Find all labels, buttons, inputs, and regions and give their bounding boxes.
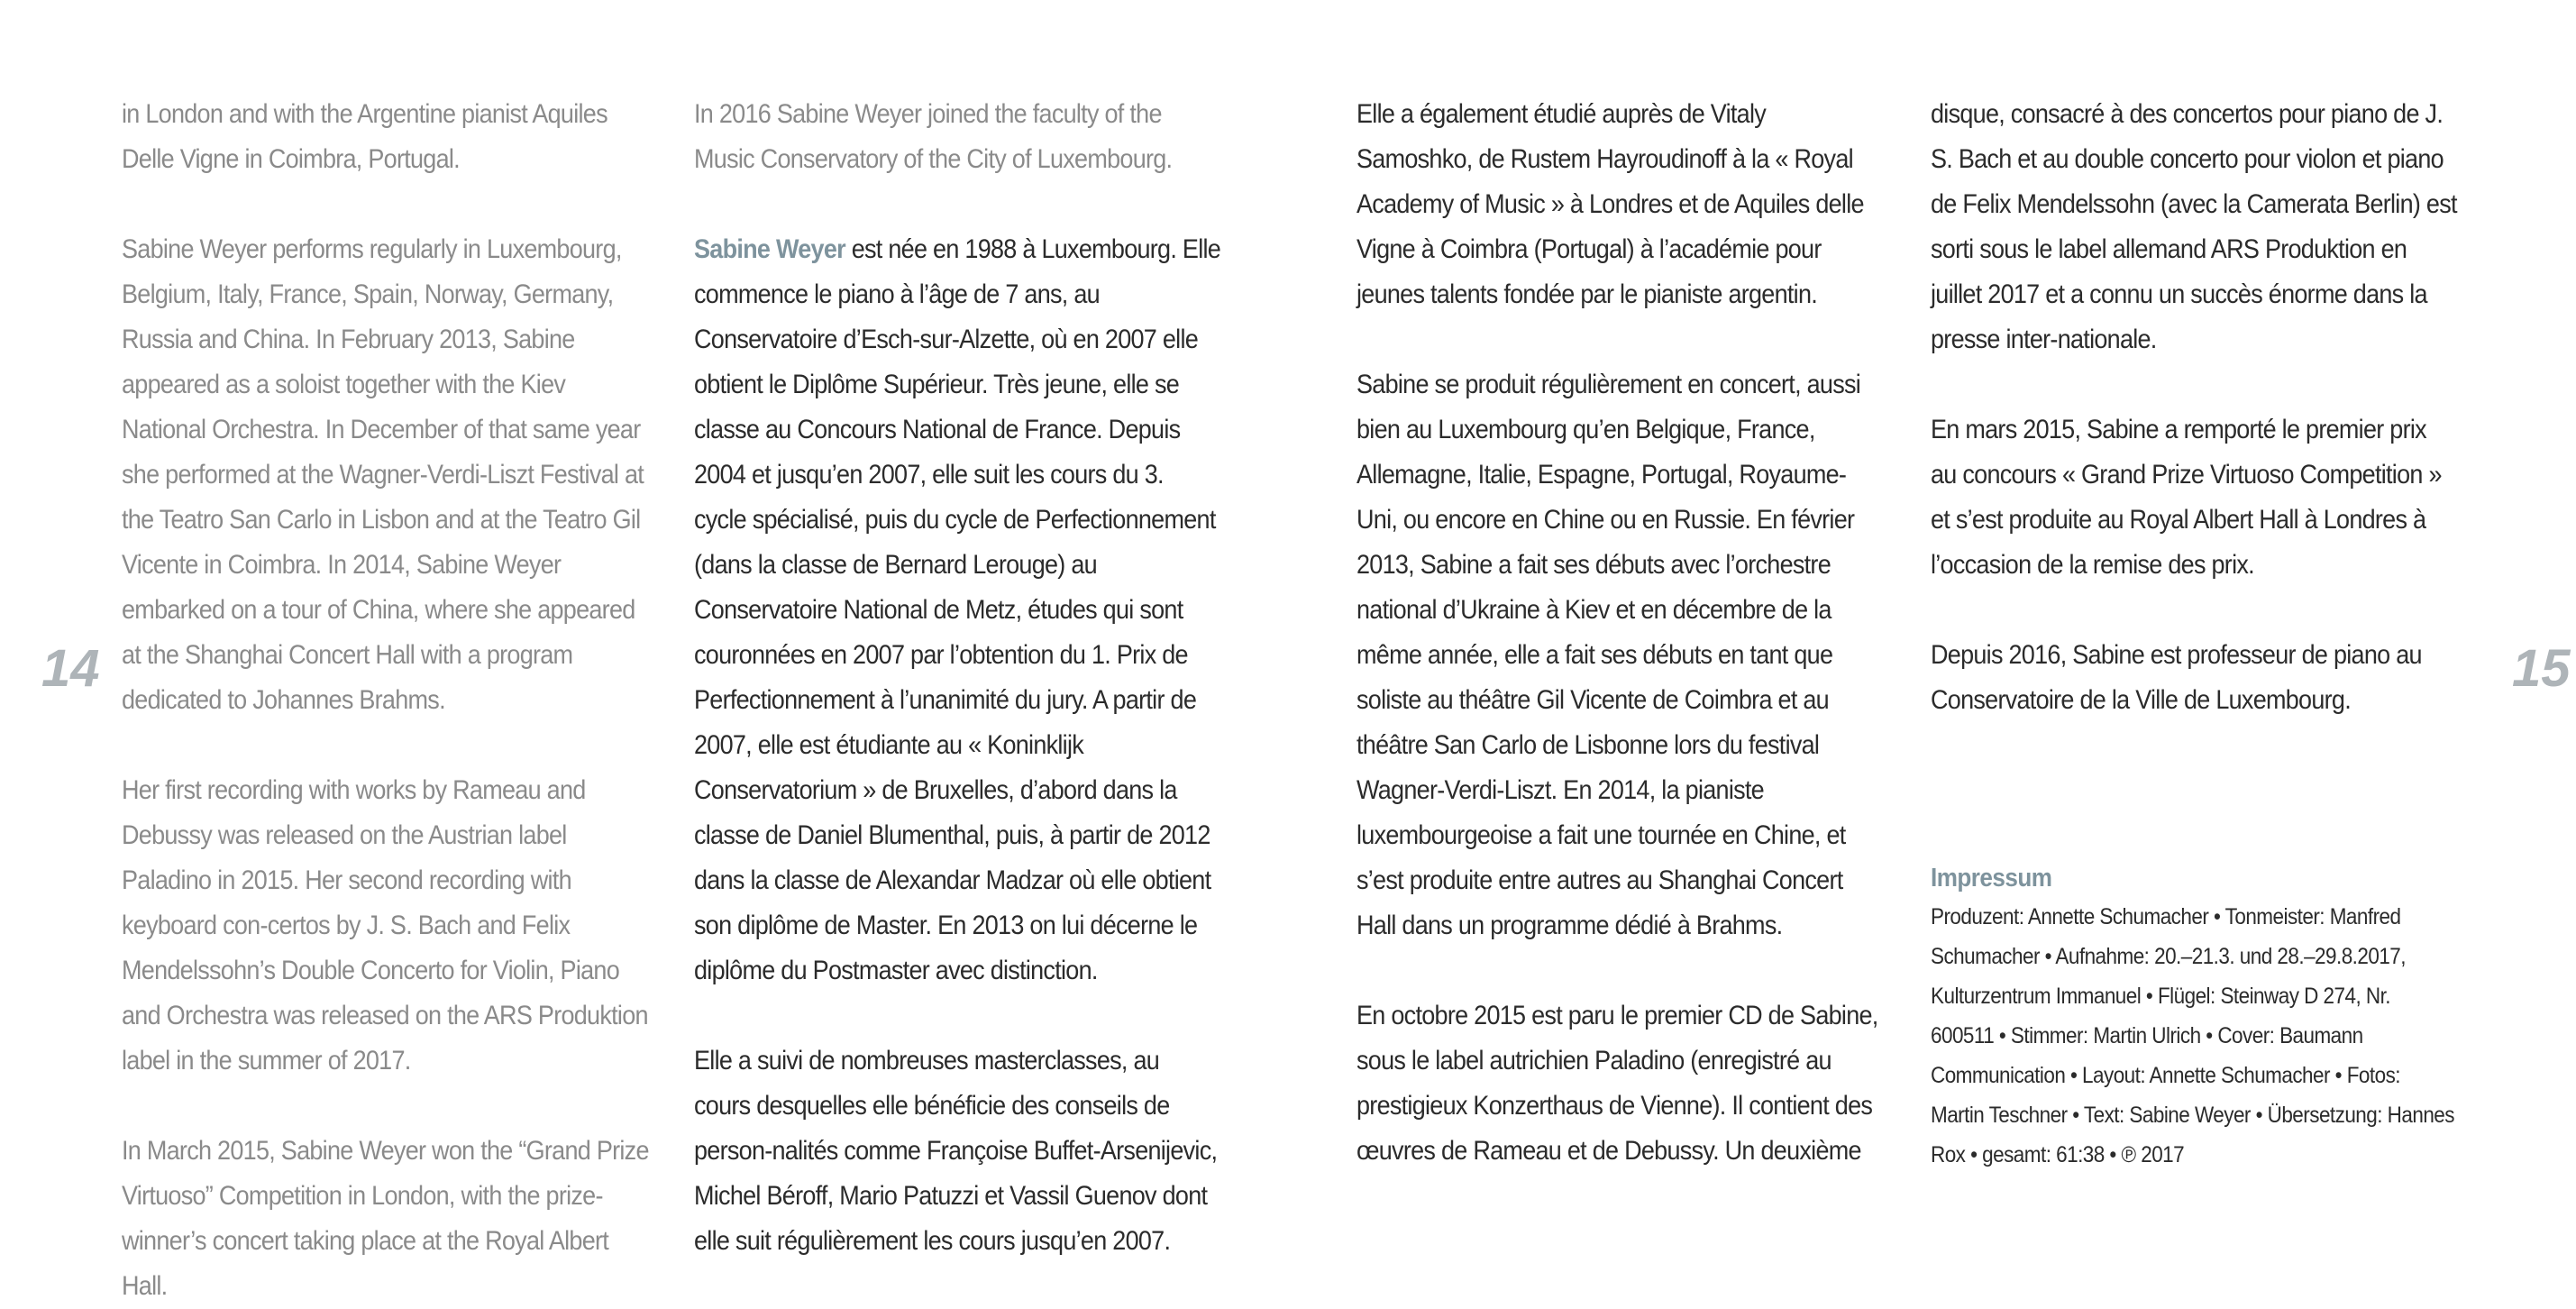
impressum-block [1931, 859, 2458, 1175]
english-paragraph: Sabine Weyer performs regularly in Luxembourg, Belgium, Italy, France, Spain, Norway, Germany, Russia and China. In February 2013, Sabine appeared as a soloist together with the Kiev National Orchestra. In December of that same year she performed at the Wagner-Verdi-Liszt Festival at the Teatro San Carlo in Lisbon and at the Teatro Gil Vicente in Coimbra. In 2014, Sabine Weyer embarked on a tour of China, where she appeared at the Shanghai Concert Hall with a program dedicated to Johannes Brahms. [122, 234, 644, 715]
french-paragraph: Elle a également étudié auprès de Vitaly Samoshko, de Rustem Hayroudinoff à la « Royal Academy of Music » à Londres et de Aquiles delle Vigne à Coimbra (Portugal) à l’académie pour jeunes talents fondée par le pianiste argentin. [1357, 99, 1864, 309]
column-2 [694, 92, 1221, 1264]
impressum-text: Produzent: Annette Schumacher • Tonmeister: Manfred Schumacher • Aufnahme: 20.–21.3. und 28.–29.8.2017, Kulturzentrum Immanuel • Flügel: Steinway D 274, Nr. 600511 • Stimmer: Martin Ulrich • Cover: Baumann Communication • Layout: Annette Schumacher • Fotos: Martin Teschner • Text: Sabine Weyer • Übersetzung: Hannes Rox • gesamt: 61:38 • ℗ 2017 [1931, 904, 2455, 1167]
french-bio-paragraph [694, 227, 1221, 993]
french-column-4 [1931, 92, 2458, 723]
english-paragraph: Her first recording with works by Rameau and Debussy was released on the Austrian label Paladino in 2015. Her second recording with keyboard con-certos by J. S. Bach and Felix Mendelssohn’s Double Concerto for Violin, Piano and Orchestra was released on the ARS Produktion label in the summer of 2017. [122, 775, 648, 1076]
french-paragraph: En mars 2015, Sabine a remporté le premier prix au concours « Grand Prize Virtuoso Competition » et s’est produite au Royal Albert Hall à Londres à l’occasion de la remise des prix. [1931, 415, 2442, 580]
french-paragraph: Elle a suivi de nombreuses masterclasses, au cours desquelles elle bénéficie des conseils de person-nalités comme Françoise Buffet-Arsenijevic, Michel Béroff, Mario Patuzzi et Vassil Guenov dont elle suit régulièrement les cours jusqu’en 2007. [694, 1046, 1218, 1256]
page-number-right: 15 [2512, 639, 2571, 698]
french-paragraph: Sabine se produit régulièrement en concert, aussi bien au Luxembourg qu’en Belgique, France, Allemagne, Italie, Espagne, Portugal, Royaume-Uni, ou encore en Chine ou en Russie. En février 2013, Sabine a fait ses débuts avec l’orchestre national d’Ukraine à Kiev et en décembre de la même année, elle a fait ses débuts en tant que soliste au théâtre Gil Vicente de Coimbra et au théâtre San Carlo de Lisbonne lors du festival Wagner-Verdi-Liszt. En 2014, la pianiste luxembourgeoise a fait une tournée en Chine, et s’est produite entre autres au Shanghai Concert Hall dans un programme dédié à Brahms. [1357, 370, 1861, 940]
french-paragraph: Depuis 2016, Sabine est professeur de piano au Conservatoire de la Ville de Luxembourg. [1931, 640, 2422, 715]
page-number-left: 14 [41, 639, 100, 698]
left-page [0, 0, 1288, 1301]
english-paragraph: In March 2015, Sabine Weyer won the “Grand Prize Virtuoso” Competition in London, with the prize-winner’s concert taking place at the Royal Albert Hall. [122, 1136, 649, 1301]
artist-name-highlight: Sabine Weyer [694, 234, 845, 264]
right-page [1288, 0, 2576, 1277]
english-paragraph: in London and with the Argentine pianist Aquiles Delle Vigne in Coimbra, Portugal. [122, 99, 607, 174]
french-paragraph: En octobre 2015 est paru le premier CD de Sabine, sous le label autrichien Paladino (enregistré au prestigieux Konzerthaus de Vienne). Il contient des œuvres de Rameau et de Debussy. Un deuxième [1357, 1001, 1878, 1166]
french-paragraph: disque, consacré à des concertos pour piano de J. S. Bach et au double concerto pour violon et piano de Felix Mendelssohn (avec la Camerata Berlin) est sorti sous le label allemand ARS Produktion en juillet 2017 et a connu un succès énorme dans la presse inter-nationale. [1931, 99, 2457, 354]
impressum-title: Impressum [1931, 864, 2052, 892]
english-column-1 [122, 92, 649, 1309]
french-column-3 [1357, 92, 1884, 1174]
french-bio-text: est née en 1988 à Luxembourg. Elle commence le piano à l’âge de 7 ans, au Conservatoire d’Esch-sur-Alzette, où en 2007 elle obtient le Diplôme Supérieur. Très jeune, elle se classe au Concours National de France. Depuis 2004 et jusqu’en 2007, elle suit les cours du 3. cycle spécialisé, puis du cycle de Perfectionnement (dans la classe de Bernard Lerouge) au Conservatoire National de Metz, études qui sont couronnées en 2007 par l’obtention du 1. Prix de Perfectionnement à l’unanimité du jury. A partir de 2007, elle est étudiante au « Koninklijk Conservatorium » de Bruxelles, d’abord dans la classe de Daniel Blumenthal, puis, à partir de 2012 dans la classe de Alexandar Madzar où elle obtient son diplôme de Master. En 2013 on lui décerne le diplôme du Postmaster avec distinction. [694, 234, 1221, 985]
english-paragraph: In 2016 Sabine Weyer joined the faculty of the Music Conservatory of the City of Luxembourg. [694, 99, 1173, 174]
